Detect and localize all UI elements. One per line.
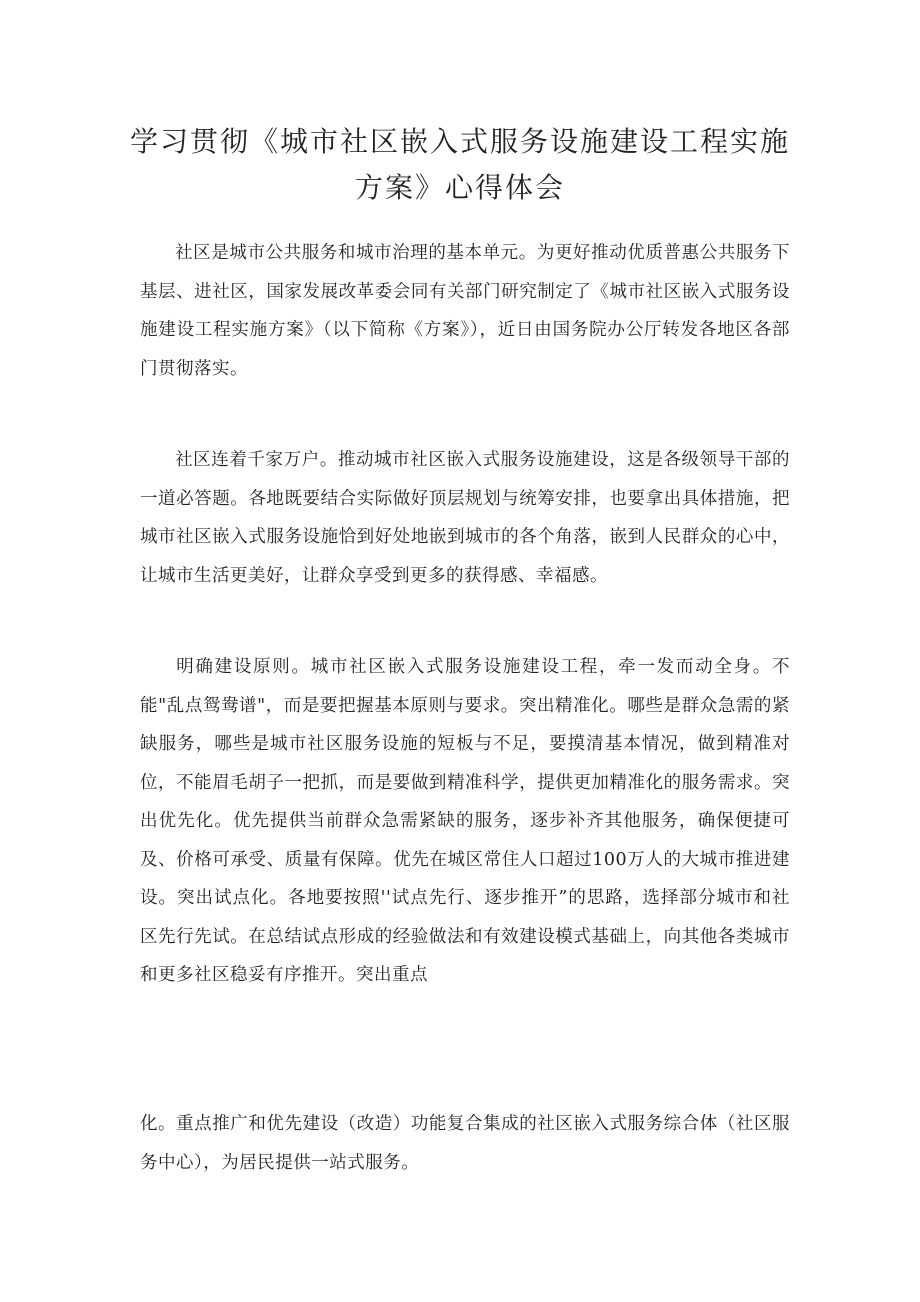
paragraph-text: 明确建设原则。城市社区嵌入式服务设施建设工程，牵一发而动全身。不能"乱点鸳鸯谱"，而是要把握基本原则与要求。突出精准化。哪些是群众急需的紧缺服务，哪些是城市社区服务设施的短板与不足，要摸清基本情况，做到精准对位，不能眉毛胡子一把抓，而是要做到精准科学，提供更加精准化的服务需求。突出优先化。优先提供当前群众急需紧缺的服务，逐步补齐其他服务，确保便捷可及、价格可承受、质量有保障。优先在城区常住人口超过100万人的大城市推进建设。突出试点化。各地要按照''试点先行、逐步推开”的思路，选择部分城市和社区先行先试。在总结试点形成的经验做法和有效建设模式基础上，向其他各类城市和更多社区稳妥有序推开。突出重点	[140, 657, 790, 985]
document-title-line-1: 学习贯彻《城市社区嵌入式服务设施建设工程实施	[129, 125, 790, 158]
paragraph-text: 社区是城市公共服务和城市治理的基本单元。为更好推动优质普惠公共服务下基层、进社区，国家发展改革委会同有关部门研究制定了《城市社区嵌入式服务设施建设工程实施方案》（以下简称《方案》），近日由国务院办公厅转发各地区各部门贯彻落实。	[140, 243, 790, 379]
paragraph-continuation	[140, 1105, 790, 1182]
paragraph-community	[140, 441, 790, 595]
paragraph-intro	[140, 234, 790, 388]
document-title-line-2: 方案》心得体会	[354, 171, 565, 204]
paragraph-principles	[140, 648, 790, 995]
paragraph-text: 化。重点推广和优先建设（改造）功能复合集成的社区嵌入式服务综合体（社区服务中心），为居民提供一站式服务。	[140, 1114, 790, 1173]
paragraph-text: 社区连着千家万户。推动城市社区嵌入式服务设施建设，这是各级领导干部的一道必答题。各地既要结合实际做好顶层规划与统筹安排，也要拿出具体措施，把城市社区嵌入式服务设施恰到好处地嵌到城市的各个角落，嵌到人民群众的心中，让城市生活更美好，让群众享受到更多的获得感、幸福感。	[140, 450, 790, 586]
